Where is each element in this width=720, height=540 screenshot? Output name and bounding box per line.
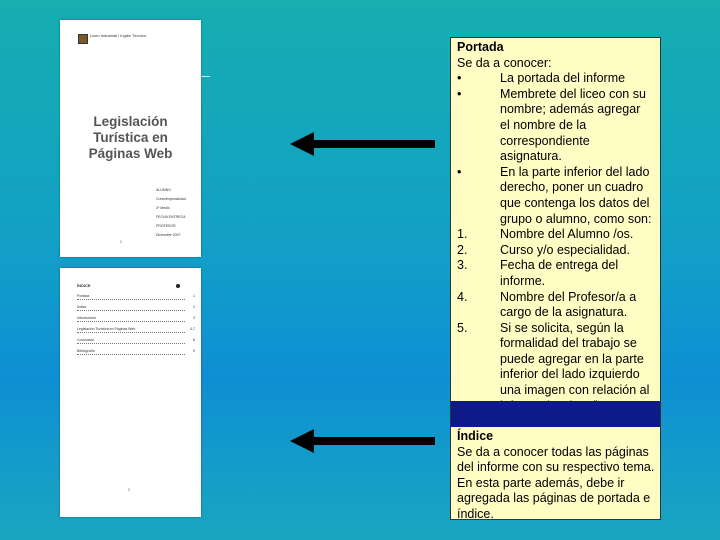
left-arrow-icon [290, 429, 435, 453]
indice-heading: Índice [457, 429, 494, 443]
indice-section [457, 429, 657, 523]
school-logo [78, 34, 88, 44]
portada-section [457, 40, 653, 414]
toc-row: Legislación Turística en Páginas Web 4-7 [77, 327, 195, 331]
list-item: • Membrete del liceo con su nombre; además agregar el nombre de la correspondiente asignatura. [457, 86, 646, 164]
list-item: 1. Nombre del Alumno /os. [457, 227, 634, 242]
list-item: 3. Fecha de entrega del informe. [457, 258, 619, 288]
portada-intro: Se da a conocer: [457, 55, 552, 70]
list-item: • En la parte inferior del lado derecho, poner un cuadro que contenga los datos del grupo o alumno, como son: [457, 164, 652, 226]
page-number: 2 [128, 488, 130, 492]
list-item: 2. Curso y/o especialidad. [457, 242, 630, 257]
cover-page-thumbnail [60, 20, 201, 257]
list-item: 4. Nombre del Profesor/a a cargo de la asignatura. [457, 289, 637, 320]
portada-heading: Portada [457, 40, 504, 54]
toc-row: Bibliografía 9 [77, 349, 195, 353]
student-data-box: ALUMNO Curso/especialidad 3º Medio FECHA ENTREGA PROFESOR Diciembre 2007 [156, 188, 186, 237]
toc-row: Conclusión 8 [77, 338, 195, 342]
toc-heading: ÍNDICE [77, 283, 91, 288]
bullet-dot-icon [176, 284, 180, 288]
left-arrow-icon [290, 132, 435, 156]
school-name: Liceo Industrial / Inglés Técnico [90, 33, 146, 38]
toc-row: Introducción 3 [77, 316, 195, 320]
list-item: • La portada del informe [457, 71, 626, 86]
cover-title: Legislación Turística en Páginas Web [88, 114, 173, 161]
indice-body: Se da a conocer todas las páginas del informe con su respectivo tema. En esta parte además, debe ir agregada las páginas de portada e índice. [457, 444, 655, 521]
toc-row: Portada 1 [77, 294, 195, 298]
list-item: 5. Si se solicita, según la formalidad del trabajo se puede agregar en la parte inferior del lado izquierdo una imagen con relación al [457, 320, 650, 398]
index-page-thumbnail [60, 268, 201, 517]
toc-row: Índice 2 [77, 305, 195, 309]
divider-band [451, 401, 660, 427]
explanation-box [450, 37, 661, 520]
page-number: 1 [120, 240, 122, 244]
